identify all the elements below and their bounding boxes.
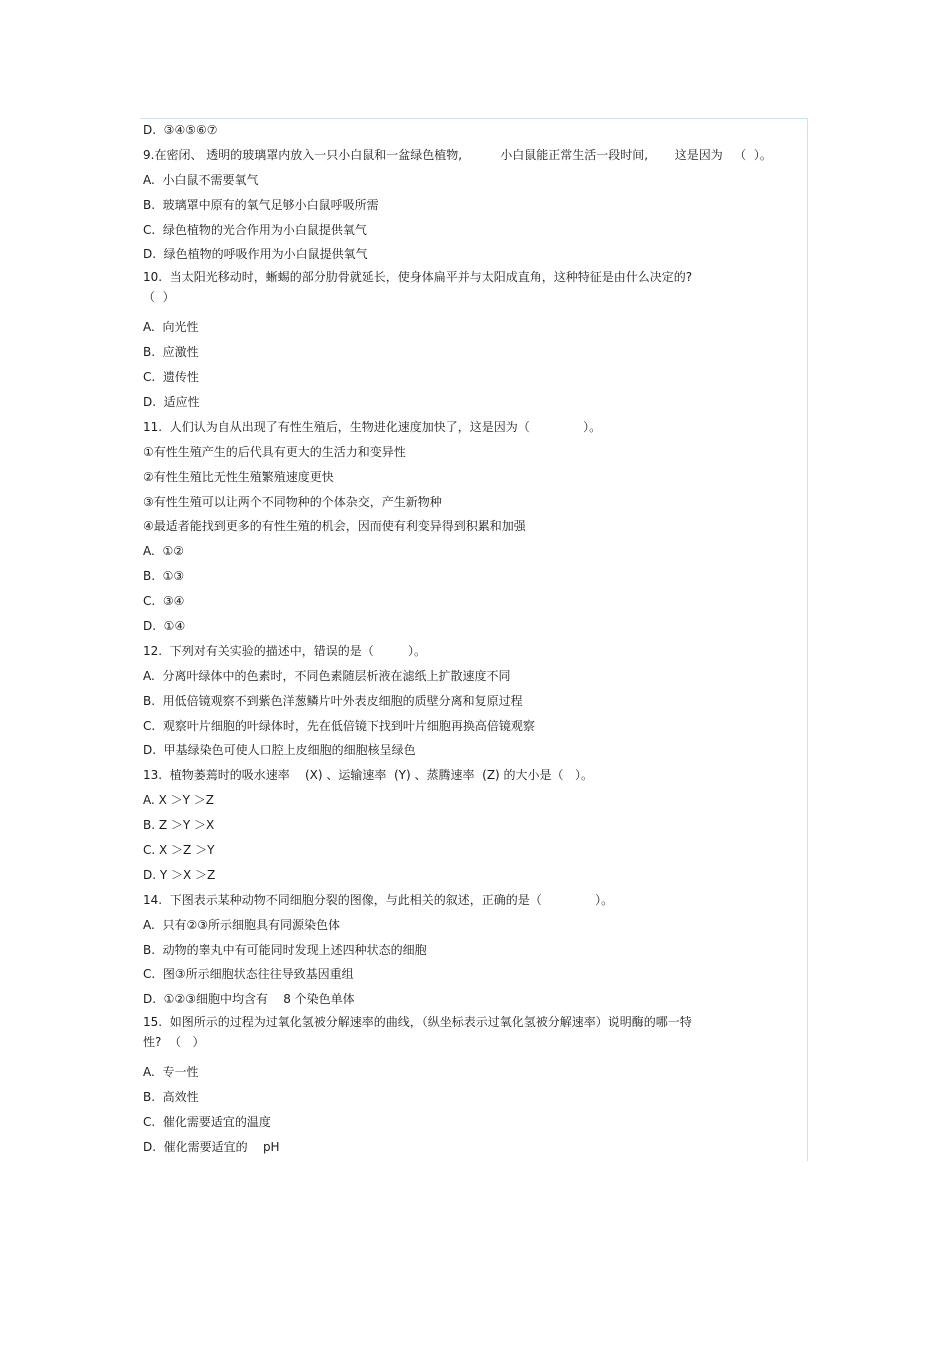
question-9: 9.在密闭、 透明的玻璃罩内放入一只小白鼠和一盆绿色植物, 小白鼠能正常生活一段时间, 这是因为 （ ）。 bbox=[143, 147, 772, 162]
statement-3-q11: ③有性生殖可以让两个不同物种的个体杂交，产生新物种 bbox=[143, 494, 442, 509]
option-c-q11: C. ③④ bbox=[143, 594, 185, 609]
option-d-q14: D. ①②③细胞中均含有 8 个染色单体 bbox=[143, 992, 355, 1007]
option-c-q10: C. 遗传性 bbox=[143, 370, 199, 385]
option-d-q12: D. 甲基绿染色可使人口腔上皮细胞的细胞核呈绿色 bbox=[143, 743, 416, 758]
option-b-q15: B. 高效性 bbox=[143, 1090, 199, 1105]
option-c-q14: C. 图③所示细胞状态往往导致基因重组 bbox=[143, 967, 354, 982]
option-a-q9: A. 小白鼠不需要氧气 bbox=[143, 172, 259, 187]
question-10-bracket: （ ） bbox=[143, 290, 175, 305]
question-15: 15. 如图所示的过程为过氧化氢被分解速率的曲线，（纵坐标表示过氧化氢被分解速率）说明酶的哪一特 bbox=[143, 1014, 692, 1029]
option-b-q13: B. Z ＞Y ＞X bbox=[143, 818, 215, 833]
option-d-q15: D. 催化需要适宜的 pH bbox=[143, 1139, 280, 1154]
option-d-q13: D. Y ＞X ＞Z bbox=[143, 867, 216, 882]
option-b-q12: B. 用低倍镜观察不到紫色洋葱鳞片叶外表皮细胞的质壁分离和复原过程 bbox=[143, 693, 523, 708]
statement-1-q11: ①有性生殖产生的后代具有更大的生活力和变异性 bbox=[143, 444, 406, 459]
option-d-q10: D. 适应性 bbox=[143, 394, 200, 409]
option-c-q13: C. X ＞Z ＞Y bbox=[143, 842, 215, 857]
option-a-q12: A. 分离叶绿体中的色素时，不同色素随层析液在滤纸上扩散速度不同 bbox=[143, 668, 511, 683]
option-a-q13: A. X ＞Y ＞Z bbox=[143, 793, 215, 808]
option-c-q15: C. 催化需要适宜的温度 bbox=[143, 1115, 271, 1129]
option-b-q14: B. 动物的睾丸中有可能同时发现上述四种状态的细胞 bbox=[143, 942, 427, 957]
statement-4-q11: ④最适者能找到更多的有性生殖的机会，因而使有利变异得到积累和加强 bbox=[143, 519, 526, 534]
question-list bbox=[143, 118, 813, 1160]
question-12: 12. 下列对有关实验的描述中，错误的是（ ）。 bbox=[143, 643, 427, 658]
option-b-q11: B. ①③ bbox=[143, 569, 185, 584]
question-15-continued: 性? （ ） bbox=[143, 1035, 205, 1050]
option-d-q8: D. ③④⑤⑥⑦ bbox=[143, 122, 218, 137]
option-a-q15: A. 专一性 bbox=[143, 1065, 199, 1080]
option-a-q10: A. 向光性 bbox=[143, 320, 199, 335]
option-d-q9: D. 绿色植物的呼吸作用为小白鼠提供氧气 bbox=[143, 247, 368, 262]
option-a-q14: A. 只有②③所示细胞具有同源染色体 bbox=[143, 917, 340, 932]
question-13: 13. 植物萎蔫时的吸水速率 (X) 、运输速率 (Y) 、蒸腾速率 (Z) 的大小是（ ）。 bbox=[143, 768, 593, 783]
question-11: 11. 人们认为自从出现了有性生殖后，生物进化速度加快了，这是因为（ ）。 bbox=[143, 419, 602, 434]
option-d-q11: D. ①④ bbox=[143, 618, 186, 633]
option-c-q12: C. 观察叶片细胞的叶绿体时，先在低倍镜下找到叶片细胞再换高倍镜观察 bbox=[143, 718, 535, 733]
question-14: 14. 下图表示某种动物不同细胞分裂的图像，与此相关的叙述，正确的是（ ）。 bbox=[143, 892, 614, 907]
option-b-q9: B. 玻璃罩中原有的氧气足够小白鼠呼吸所需 bbox=[143, 197, 379, 212]
statement-2-q11: ②有性生殖比无性生殖繁殖速度更快 bbox=[143, 469, 334, 484]
question-10: 10. 当太阳光移动时，蜥蜴的部分肋骨就延长，使身体扁平并与太阳成直角，这种特征是由什么决定的? bbox=[143, 269, 693, 284]
option-a-q11: A. ①② bbox=[143, 544, 184, 559]
option-b-q10: B. 应激性 bbox=[143, 345, 199, 360]
option-c-q9: C. 绿色植物的光合作用为小白鼠提供氧气 bbox=[143, 222, 367, 237]
